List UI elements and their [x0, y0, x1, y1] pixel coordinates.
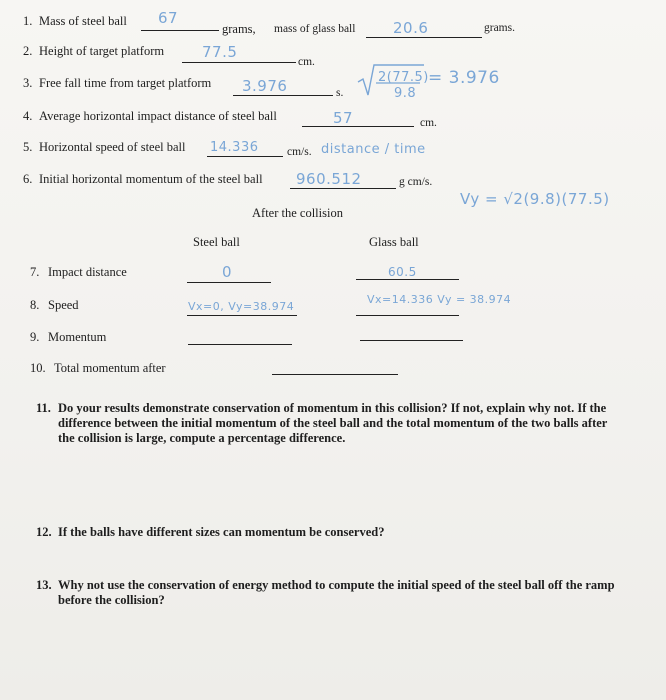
q7-steel-answer: 0 [222, 263, 233, 281]
q5-answer-line [207, 156, 283, 157]
q2-answer-line [182, 62, 296, 63]
q8-steel-line [187, 315, 297, 316]
q3-answer: 3.976 [242, 77, 288, 95]
q9-steel-line [188, 344, 292, 345]
q2-label: Height of target platform [39, 44, 165, 58]
q6-answer-line [290, 188, 396, 189]
after-heading: After the collision [252, 206, 343, 220]
q9-label: Momentum [48, 330, 107, 344]
q11-text: Do your results demonstrate conservation of momentum in this collision? If not, explain why not. If the difference between the initial momentum of the steel ball and the total momentum of the two balls after the collision is large, compute a percentage difference. [58, 401, 608, 445]
q3-work-denominator: 9.8 [394, 86, 417, 101]
q1-steel-answer-line [141, 30, 219, 31]
q12-question [36, 525, 626, 540]
q5-unit: cm/s. [287, 146, 312, 158]
q3-unit: s. [336, 87, 344, 99]
column-glass-ball: Glass ball [369, 235, 419, 249]
q7-number: 7. [30, 265, 40, 279]
q7-steel-line [187, 282, 271, 283]
q13-number: 13. [36, 578, 52, 592]
q4-label: Average horizontal impact distance of steel ball [39, 109, 277, 123]
q9-number: 9. [30, 330, 40, 344]
q3-label: Free fall time from target platform [39, 76, 212, 90]
q3-number: 3. [23, 76, 33, 90]
q2-unit: cm. [298, 56, 315, 68]
q3-work-result: = 3.976 [428, 68, 500, 88]
q13-question [36, 578, 626, 608]
q6-answer: 960.512 [296, 170, 362, 188]
q5-number: 5. [23, 140, 33, 154]
q4-unit: cm. [420, 117, 437, 129]
q1-glass-answer-line [366, 37, 482, 38]
q8-number: 8. [30, 298, 40, 312]
q11-number: 11. [36, 401, 51, 415]
q3-work-numerator: 2(77.5) [378, 70, 429, 85]
q1-glass-answer: 20.6 [393, 19, 429, 37]
q2-number: 2. [23, 44, 33, 58]
q12-number: 12. [36, 525, 52, 539]
q2-answer: 77.5 [202, 43, 238, 61]
q1-steel-answer: 67 [158, 9, 179, 27]
q1-label-steel: Mass of steel ball [39, 14, 127, 28]
q10-total-line [272, 374, 398, 375]
q6-label: Initial horizontal momentum of the steel ball [39, 172, 263, 186]
q8-glass-line [356, 315, 459, 316]
q12-text: If the balls have different sizes can momentum be conserved? [58, 525, 385, 539]
vy-formula: Vy = √2(9.8)(77.5) [460, 190, 610, 208]
q5-label: Horizontal speed of steel ball [39, 140, 186, 154]
q1-label-glass: mass of glass ball [274, 23, 356, 35]
q7-glass-answer: 60.5 [388, 265, 417, 279]
q8-steel-answer: Vx=0, Vy=38.974 [188, 300, 295, 313]
q10-label: Total momentum after [54, 361, 166, 375]
q5-note: distance / time [321, 142, 426, 157]
q7-label: Impact distance [48, 265, 127, 279]
q1-number: 1. [23, 14, 33, 28]
q5-answer: 14.336 [210, 140, 259, 155]
q1-unit-grams: grams, [222, 22, 256, 36]
q6-number: 6. [23, 172, 33, 186]
q3-answer-line [233, 95, 333, 96]
q6-unit: g cm/s. [399, 176, 433, 188]
q4-answer-line [302, 126, 414, 127]
q13-text: Why not use the conservation of energy method to compute the initial speed of the steel ball off the ramp before the collision? [58, 578, 615, 607]
q4-number: 4. [23, 109, 33, 123]
q8-glass-answer: Vx=14.336 Vy = 38.974 [367, 293, 512, 306]
q8-label: Speed [48, 298, 79, 312]
q11-question [36, 401, 626, 446]
q1-unit-grams-2: grams. [484, 22, 515, 34]
q7-glass-line [356, 279, 459, 280]
q9-glass-line [360, 340, 463, 341]
q4-answer: 57 [333, 109, 354, 127]
column-steel-ball: Steel ball [193, 235, 240, 249]
q10-number: 10. [30, 361, 46, 375]
